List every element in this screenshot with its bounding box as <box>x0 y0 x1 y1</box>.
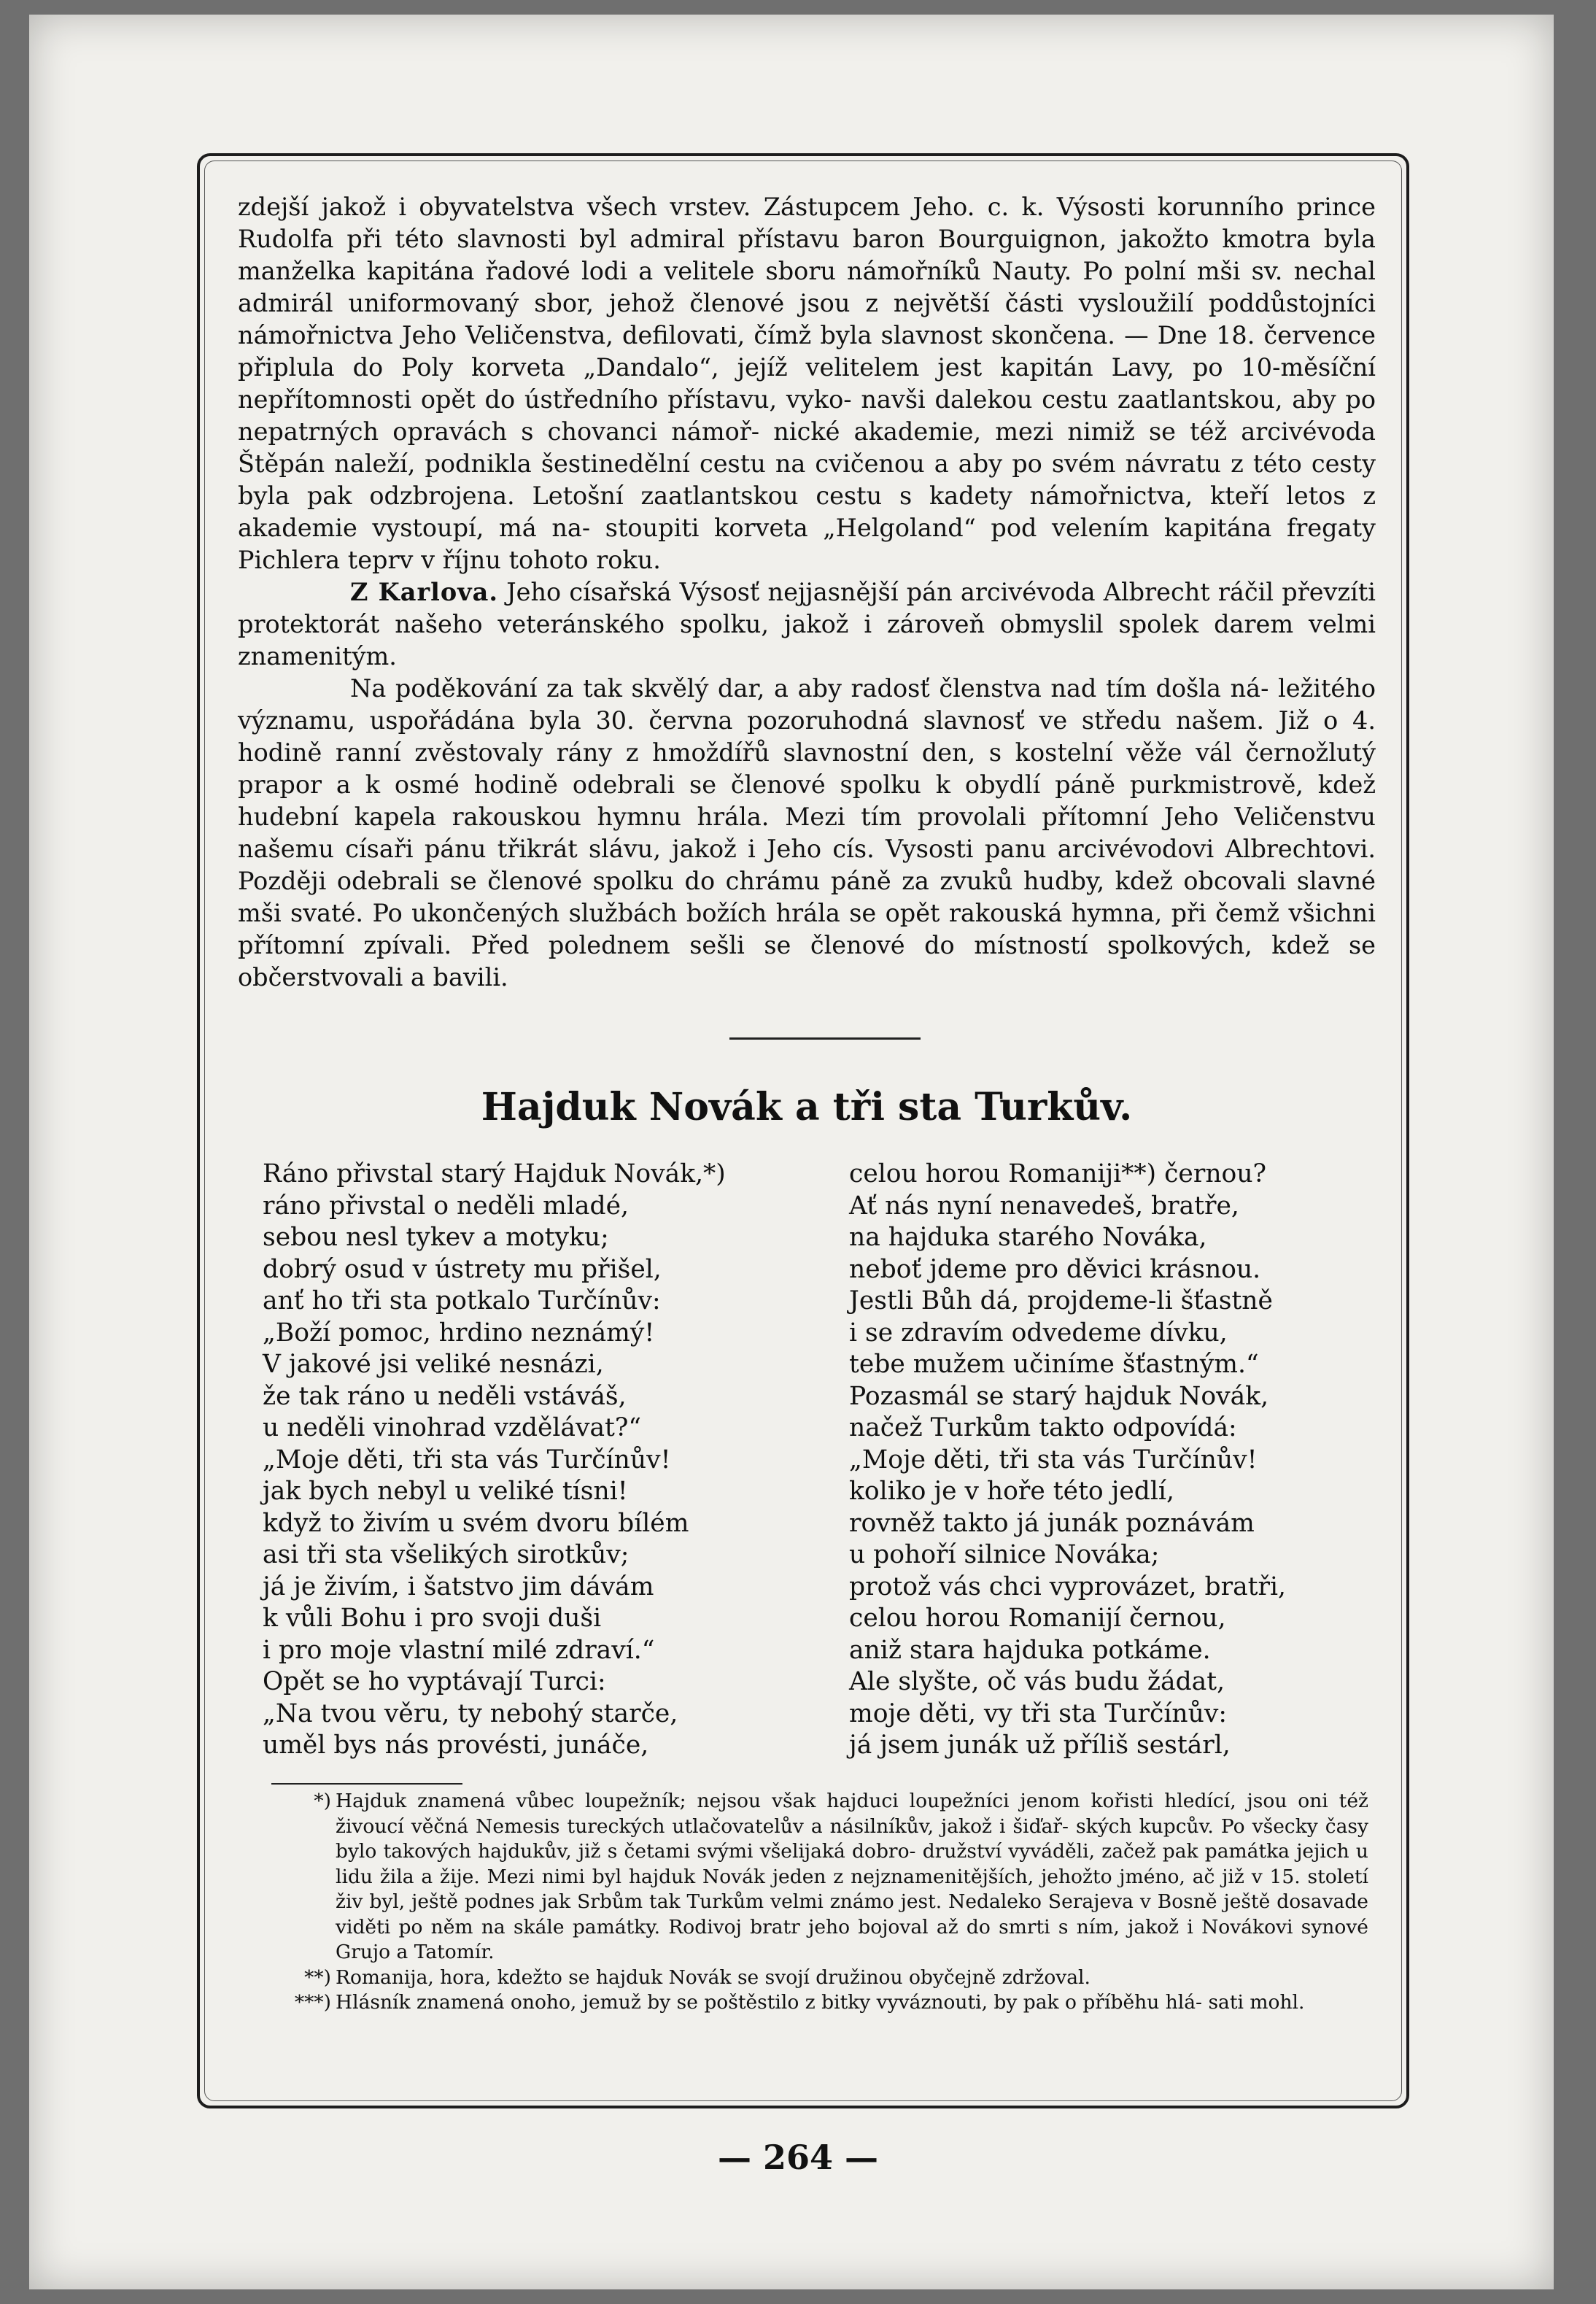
poem-line: Ale slyšte, oč vás budu žádat, <box>849 1667 1225 1696</box>
poem-line: Opět se ho vyptávají Turci: <box>263 1667 606 1696</box>
footnote-romanija <box>277 1965 1368 1991</box>
poem-line: že tak ráno u neděli vstáváš, <box>263 1381 627 1411</box>
text-line: polní mši sv. nechal admirál uniformovaný sbor, jehož členové jsou z největší části <box>238 257 1376 317</box>
text-line: přítomní Jeho Veličenstvu našemu císaři pánu třikrát slávu, jakož i Jeho cís. Vysosti <box>238 803 1376 863</box>
poem-line: když to živím u svém dvoru bílém <box>263 1508 689 1538</box>
poem-line: i se zdravím odvedeme dívku, <box>849 1318 1228 1348</box>
article-text <box>238 191 1376 994</box>
footnote-line: jsou oni též živoucí věčná Nemesis tureckých utlačovatelův a násilníkův, jakož i šiďař- <box>336 1790 1368 1838</box>
text-line: zaatlantskou cestu s kadety námořnictva, kteří letos z akademie vystoupí, má na- <box>238 482 1376 542</box>
text-line: převzíti protektorát našeho veteránského spolku, jakož i zároveň obmyslil spolek <box>238 578 1376 638</box>
poem-line: aniž stara hajduka potkáme. <box>849 1635 1211 1665</box>
text-line: navši dalekou cestu zaatlantskou, aby po nepatrných opravách s chovanci námoř- <box>238 385 1376 446</box>
poem-line: asi tři sta všelikých sirotkův; <box>263 1540 630 1569</box>
poem-title: Hajduk Novák a tři sta Turkův. <box>481 1085 1133 1129</box>
poem-line: Jestli Bůh dá, projdeme-li šťastně <box>849 1286 1273 1315</box>
poem-line: sebou nesl tykev a motyku; <box>263 1223 609 1252</box>
poem-line: tebe mužem učiníme šťastným.“ <box>849 1350 1259 1379</box>
text-line: zdejší jakož i obyvatelstva všech vrstev. Zástupcem Jeho. c. k. Výsosti korunního <box>238 193 1285 221</box>
paragraph-karlov <box>238 576 1376 673</box>
poem-line: Ať nás nyní nenavedeš, bratře, <box>849 1191 1239 1221</box>
text-line: panu arcivévodovi Albrechtovi. Později odebrali se členové spolku do chrámu páně <box>238 835 1376 895</box>
poem-line: celou horou Romanijí černou, <box>849 1604 1226 1633</box>
footnotes <box>277 1789 1368 2016</box>
poem-line: uměl bys nás provésti, junáče, <box>263 1731 649 1760</box>
footnote-line: něm na skále památky. Rodivoj bratr jeho bojoval až do smrti s ním, jakož i Novákovi <box>430 1915 1293 1938</box>
text-line: darem velmi znamenitým. <box>238 610 1376 670</box>
text-line: nické akademie, mezi nimiž se též arcivévoda Štěpán naleží, podnikla šestinedělní <box>238 417 1376 478</box>
poem-line: načež Turkům takto odpovídá: <box>849 1413 1237 1442</box>
text-line: stoupiti korveta „Helgoland“ pod velením kapitána fregaty Pichlera teprv v říjnu <box>238 514 1376 574</box>
text-line: skončena. — Dne 18. července připlula do Poly korveta „Dandalo“, jejíž velitelem <box>238 321 1376 382</box>
footnote-line: jeden z nejznamenitějších, jehožto jméno, ač již v 15. století živ byl, ještě podnes jak <box>336 1865 1368 1913</box>
text-line: za zvuků hudby, kdež obcovali slavné mši svaté. Po ukončených službách božích <box>238 867 1376 927</box>
footnote-line: Hajduk znamená vůbec loupežník; nejsou však hajduci loupežníci jenom kořisti hledící, <box>336 1790 1236 1812</box>
poem-line: Pozasmál se starý hajduk Novák, <box>849 1381 1269 1411</box>
section-lead-karlov: Z Karlova. <box>350 578 499 606</box>
poem-line: jak bych nebyl u veliké tísni! <box>263 1477 628 1506</box>
poem-line: u pohoří silnice Nováka; <box>849 1540 1160 1569</box>
paragraph-navy-celebration <box>238 191 1376 576</box>
poem-line: V jakové jsi veliké nesnázi, <box>263 1350 604 1379</box>
footnote-marker: *) <box>314 1790 331 1812</box>
text-line: Již o 4. hodině ranní zvěstovaly rány z hmoždířů slavnostní den, s kostelní věže <box>238 706 1376 767</box>
text-line: sešli se členové do místností spolkových, kdež se občerstvovali a bavili. <box>238 931 1376 991</box>
text-line: vál černožlutý prapor a k osmé hodině odebrali se členové spolku k obydlí páně <box>238 738 1376 799</box>
footnote-line: ských kupcův. Po všecky časy bylo takových hajdukův, již s četami svými všelijaká dobro- <box>336 1814 1368 1863</box>
poem-line: protož vás chci vyprovázet, bratři, <box>849 1572 1286 1601</box>
poem-line: anť ho tři sta potkalo Turčínův: <box>263 1286 661 1315</box>
text-line: jest kapitán Lavy, po 10-měsíční nepřítomnosti opět do ústředního přístavu, vyko- <box>238 353 1376 414</box>
footnote-line: synové Grujo a Tatomír. <box>336 1915 1368 1963</box>
poem-line: u neděli vinohrad vzdělávat?“ <box>263 1413 642 1442</box>
poem-line: na hajduka starého Nováka, <box>849 1223 1207 1252</box>
text-line: Jeho císařská Výsosť nejjasnější pán arcivévoda Albrecht ráčil <box>506 578 1274 606</box>
poem-line: já jsem junák už příliš sestárl, <box>849 1731 1231 1760</box>
footnote-marker: ***) <box>294 1991 331 2014</box>
poem-line: „Moje děti, tři sta vás Turčínův! <box>263 1445 671 1474</box>
footnote-line: družství vyváděli, začež pak památka jejich u lidu žila a žije. Mezi nimi byl hajduk Novák <box>336 1840 1368 1888</box>
section-divider <box>729 1037 921 1040</box>
poem-right-column <box>849 1159 1286 1762</box>
page-number: — 264 — <box>717 2138 879 2177</box>
footnote-divider <box>271 1783 462 1785</box>
poem-line: neboť jdeme pro děvici krásnou. <box>849 1254 1261 1284</box>
text-line: tohoto roku. <box>508 546 661 574</box>
poem-line: celou horou Romaniji**) černou? <box>849 1159 1267 1188</box>
poem-line: „Boží pomoc, hrdino neznámý! <box>263 1318 655 1348</box>
poem-line: „Na tvou věru, ty nebohý starče, <box>263 1698 678 1728</box>
poem-line: ráno přivstal o neděli mladé, <box>263 1191 629 1221</box>
text-line: prince Rudolfa při této slavnosti byl admiral přístavu baron Bourguignon, jakožto <box>238 193 1376 253</box>
footnote-line: Srbům tak Turkům velmi známo jest. Nedaleko Serajeva v Bosně ještě dosavade viděti po <box>336 1890 1368 1938</box>
poem-left-column <box>263 1159 726 1762</box>
poem-line: moje děti, vy tři sta Turčínův: <box>849 1698 1227 1728</box>
footnote-line: Romanija, hora, kdežto se hajduk Novák se svojí družinou obyčejně zdržoval. <box>336 1965 1091 1989</box>
poem-line: já je živím, i šatstvo jim dávám <box>263 1572 654 1601</box>
poem-line: „Moje děti, tři sta vás Turčínův! <box>849 1445 1258 1474</box>
poem-line: koliko je v hoře této jedlí, <box>849 1477 1174 1506</box>
text-line: kmotra byla manželka kapitána řadové lodi a velitele sboru námořníků Nauty. Po <box>238 225 1376 285</box>
poem-line: k vůli Bohu i pro svoji duši <box>263 1604 602 1633</box>
footnote-line: sati mohl. <box>1208 1991 1305 2014</box>
text-line: vysloužilí poddůstojníci námořnictva Jeho Veličenstva, defilovati, čímž byla slavnost <box>238 289 1376 349</box>
poem-line: dobrý osud v ústrety mu přišel, <box>263 1254 662 1284</box>
paragraph-festivity <box>238 673 1376 994</box>
text-line: purkmistrově, kdež hudební kapela rakouskou hymnu hrála. Mezi tím provolali <box>238 770 1376 831</box>
poem-line: Ráno přivstal starý Hajduk Novák,*) <box>263 1159 726 1188</box>
poem-line: i pro moje vlastní milé zdraví.“ <box>263 1635 655 1665</box>
footnote-hajduk <box>277 1789 1368 1965</box>
text-line: Na poděkování za tak skvělý dar, a aby radosť členstva nad tím došla ná- <box>350 674 1269 703</box>
footnote-hlasnik <box>277 1990 1368 2016</box>
footnote-marker: **) <box>304 1965 331 1989</box>
poem-line: rovněž takto já junák poznávám <box>849 1508 1255 1538</box>
text-line: hrála se opět rakouská hymna, při čemž všichni přítomní zpívali. Před polednem <box>238 899 1376 959</box>
text-line: ležitého významu, uspořádána byla 30. června pozoruhodná slavnosť ve středu našem. <box>238 674 1376 735</box>
text-line: cestu na cvičenou a aby po svém návratu z této cesty byla pak odzbrojena. Letošní <box>238 449 1376 510</box>
footnote-line: Hlásník znamená onoho, jemuž by se poštěstilo z bitky vyváznouti, by pak o příběhu hlá- <box>336 1991 1202 2014</box>
